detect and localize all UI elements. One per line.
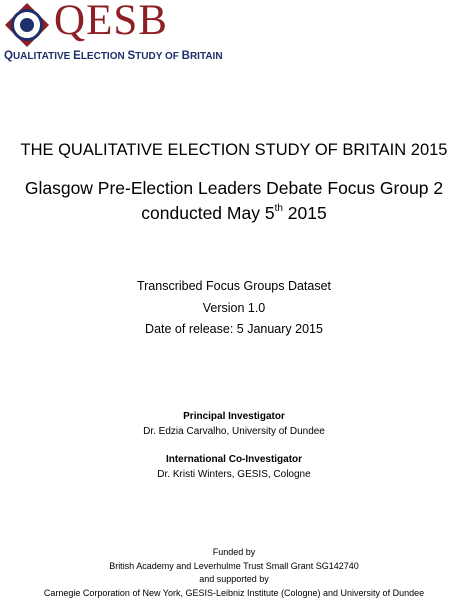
qesb-logo — [4, 2, 234, 64]
funding-line-2: British Academy and Leverhulme Trust Small Grant SG142740 — [109, 560, 359, 571]
pi-role: Principal Investigator — [183, 411, 285, 422]
subtitle-line-2 — [0, 201, 468, 226]
document-title: THE QUALITATIVE ELECTION STUDY OF BRITAIN 2015 — [20, 141, 448, 159]
co-investigator-name: Dr. Kristi Winters, GESIS, Cologne — [157, 469, 311, 480]
document-subtitle — [0, 176, 468, 226]
subtitle-date-text: conducted May 5 — [141, 203, 275, 223]
pi-name: Dr. Edzia Carvalho, University of Dundee — [143, 426, 325, 437]
funding-info — [0, 546, 468, 600]
subtitle-date-suffix: th — [274, 203, 283, 214]
logo-subtitle-part: Q — [4, 50, 13, 62]
logo-name — [54, 0, 168, 42]
logo-name-q: Q — [54, 0, 87, 44]
logo-subtitle-part: S — [127, 50, 136, 62]
co-investigator-role: International Co-Investigator — [165, 454, 303, 465]
logo-subtitle-part: UALITATIVE — [12, 51, 74, 62]
dataset-version: Version 1.0 — [202, 300, 266, 315]
logo-subtitle-part: B — [181, 50, 190, 62]
release-date: Date of release: 5 January 2015 — [145, 322, 323, 336]
funding-line-1: Funded by — [212, 547, 256, 557]
subtitle-line-1: Glasgow Pre-Election Leaders Debate Focus Group 2 — [24, 178, 444, 198]
logo-subtitle-part: LECTION — [80, 51, 128, 62]
funding-line-3: and supported by — [199, 574, 269, 584]
dataset-name: Transcribed Focus Groups Dataset — [136, 279, 332, 293]
logo-subtitle-part: TUDY OF — [135, 51, 182, 62]
logo-subtitle — [4, 50, 223, 62]
logo-name-rest: ESB — [86, 0, 168, 44]
spacer — [0, 439, 468, 452]
dataset-info — [0, 276, 468, 341]
qesb-logo-mark-icon — [4, 2, 50, 48]
investigators — [0, 409, 468, 482]
logo-subtitle-part: RITAIN — [189, 51, 223, 62]
funding-line-4: Carnegie Corporation of New York, GESIS-Leibniz Institute (Cologne) and University of Dundee — [43, 587, 425, 598]
logo-subtitle-part: E — [73, 50, 81, 62]
subtitle-year-text: 2015 — [282, 203, 327, 223]
